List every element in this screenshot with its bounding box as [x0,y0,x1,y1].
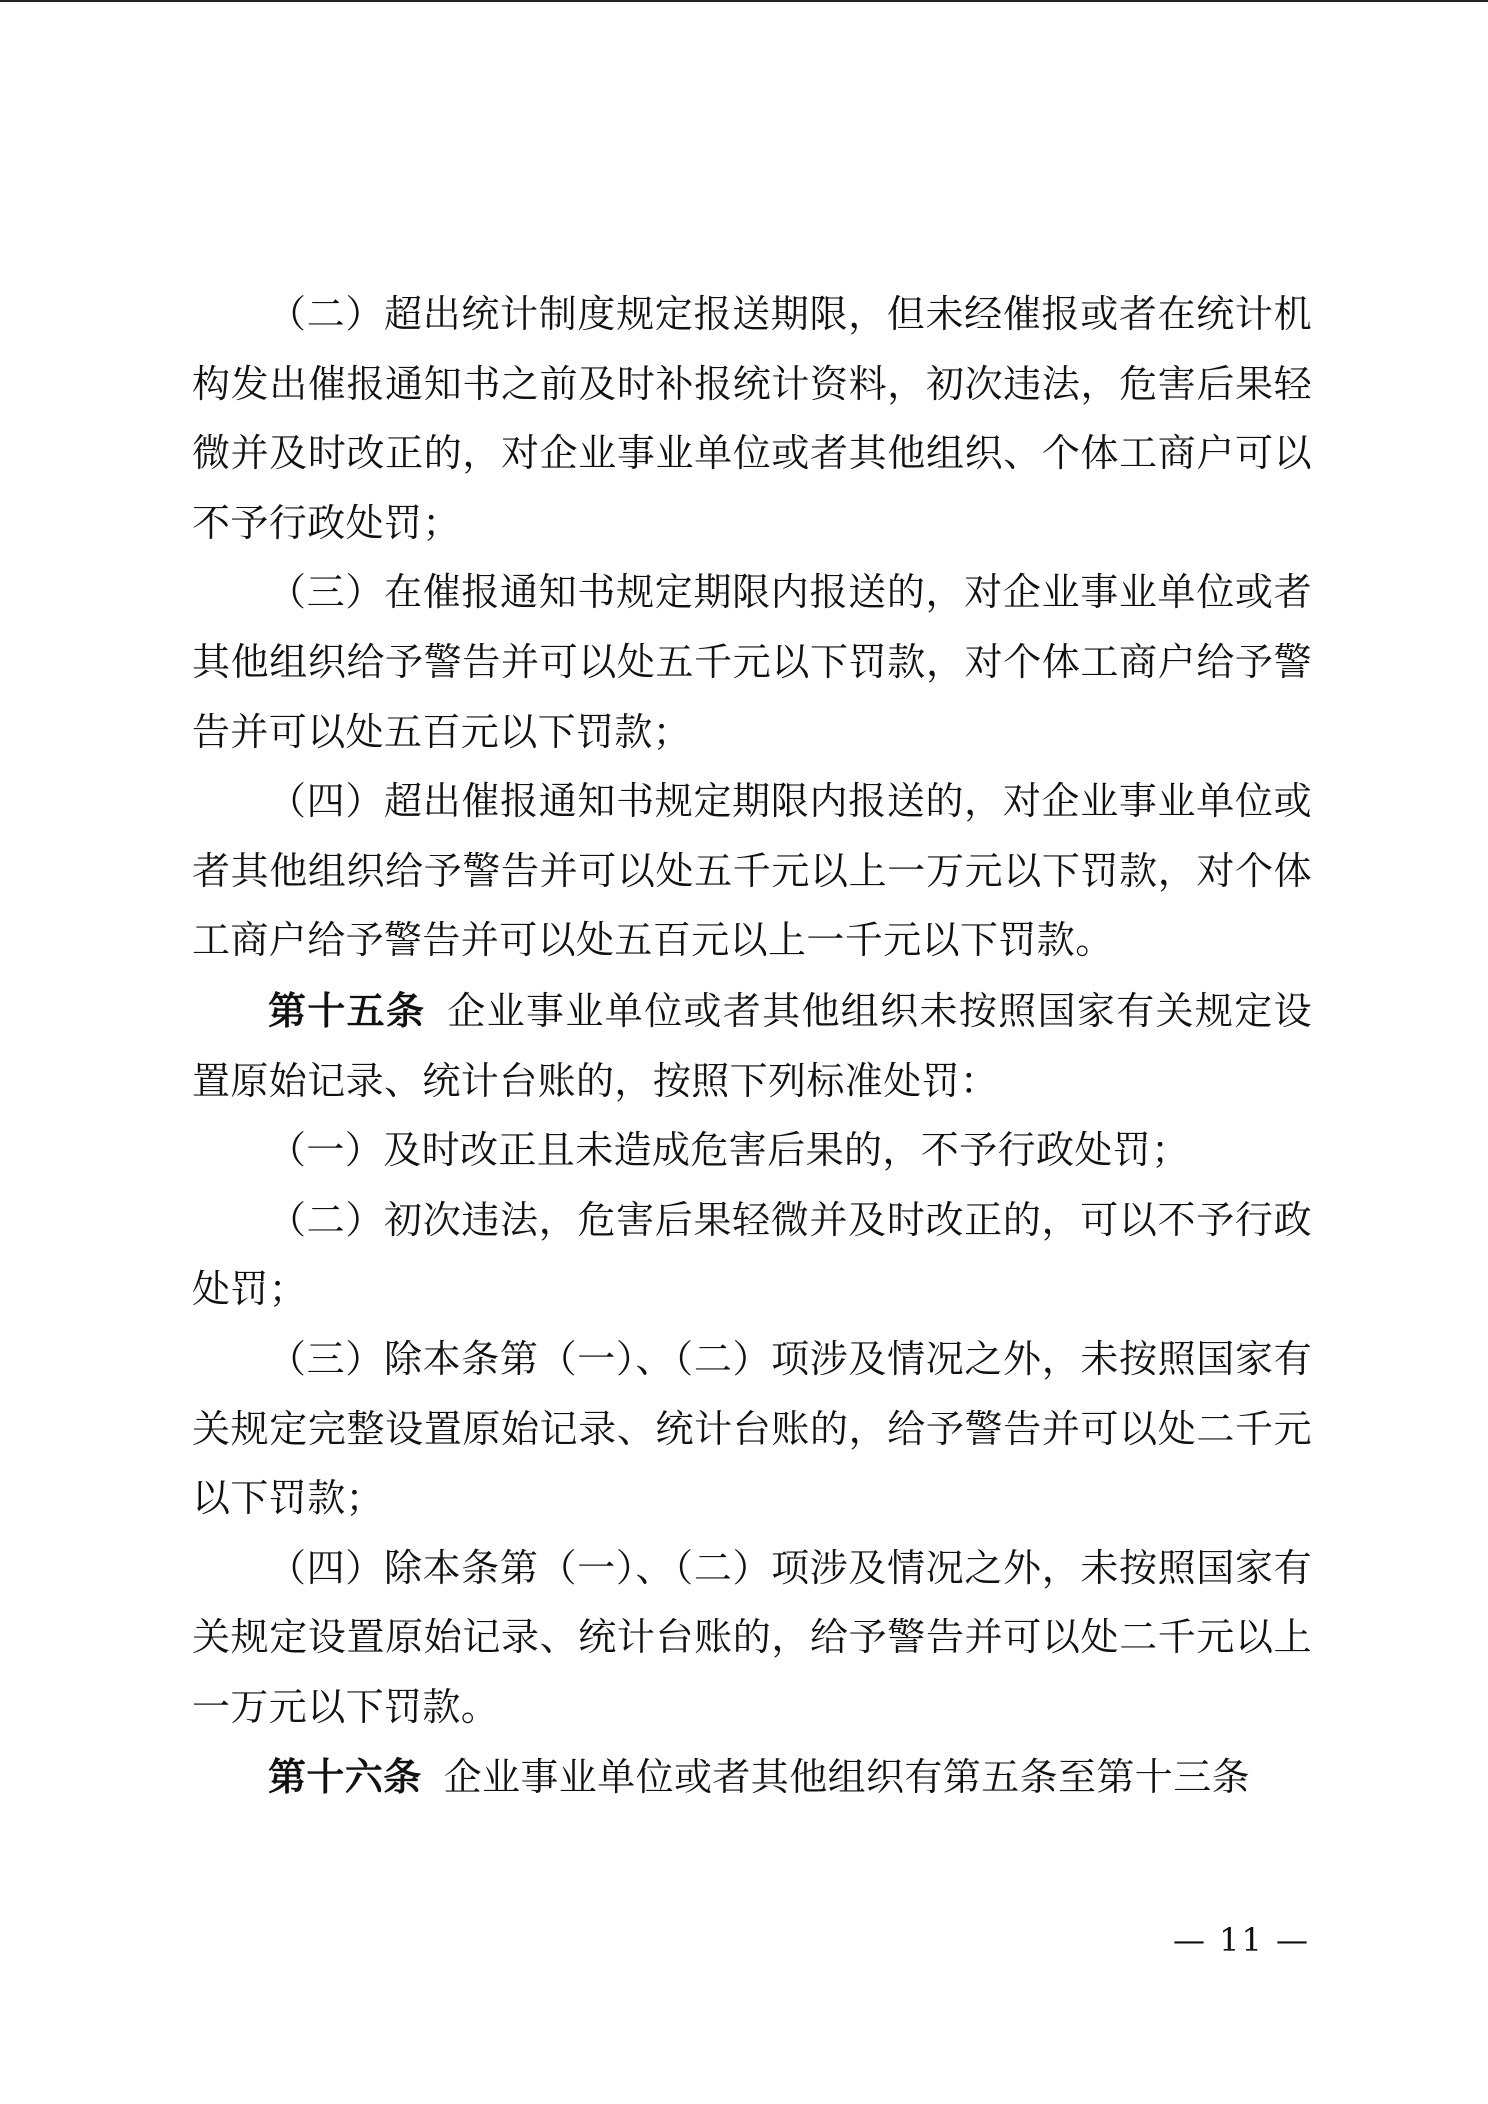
article-heading: 第十六条 [268,1754,422,1800]
body-text [192,280,1312,1813]
article-15 [192,976,1312,1116]
article-15-item-3 [192,1325,1312,1534]
article-15-item-4 [192,1534,1312,1743]
paragraph-text: 企业事业单位或者其他组织有第五条至第十三条 [443,1755,1251,1800]
paragraph-text: 企业事业单位或者其他组织未按照国家有关规定设置原始记录、统计台账的，按照下列标准处罚： [192,988,1312,1103]
paragraph-text: （二）超出统计制度规定报送期限，但未经催报或者在统计机构发出催报通知书之前及时补报统计资料，初次违法，危害后果轻微并及时改正的，对企业事业单位或者其他组织、个体工商户可以不予行政处罚； [192,292,1312,545]
paragraph-item-4 [192,767,1312,976]
paragraph-text: （三）除本条第（一）、（二）项涉及情况之外，未按照国家有关规定完整设置原始记录、统计台账的，给予警告并可以处二千元以下罚款； [192,1336,1312,1521]
paragraph-item-3 [192,558,1312,767]
article-16 [192,1742,1312,1813]
article-15-item-1 [192,1116,1312,1186]
article-heading: 第十五条 [268,987,426,1033]
paragraph-text: （四）除本条第（一）、（二）项涉及情况之外，未按照国家有关规定设置原始记录、统计台账的，给予警告并可以处二千元以上一万元以下罚款。 [192,1545,1312,1729]
paragraph-text: （四）超出催报通知书规定期限内报送的，对企业事业单位或者其他组织给予警告并可以处五千元以上一万元以下罚款，对个体工商户给予警告并可以处五百元以上一千元以下罚款。 [192,779,1312,963]
paragraph-text: （一）及时改正且未造成危害后果的，不予行政处罚； [268,1128,1190,1173]
paragraph-item-2 [192,280,1312,558]
paragraph-text: （三）在催报通知书规定期限内报送的，对企业事业单位或者其他组织给予警告并可以处五千元以下罚款，对个体工商户给予警告并可以处五百元以下罚款； [192,570,1312,754]
paragraph-text: （二）初次违法，危害后果轻微并及时改正的，可以不予行政处罚； [192,1197,1312,1312]
page-number: — 11 — [1172,1921,1310,1959]
article-15-item-2 [192,1186,1312,1325]
